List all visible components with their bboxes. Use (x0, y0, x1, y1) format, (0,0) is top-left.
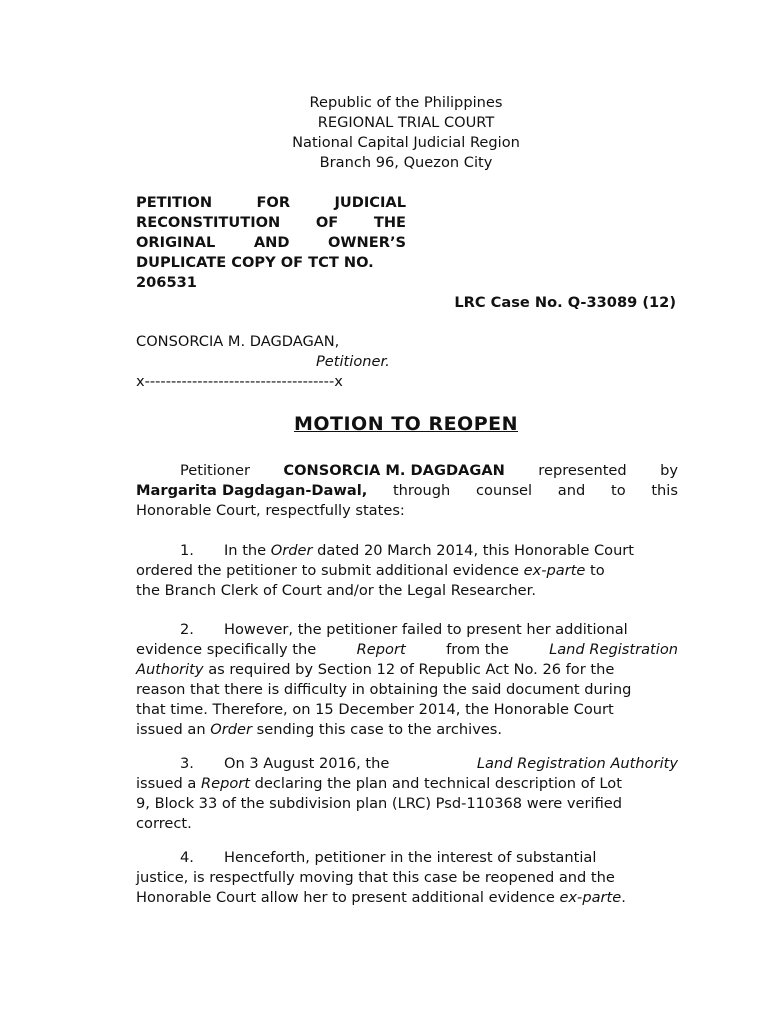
caption-line: ORIGINAL AND OWNER’S (136, 234, 406, 251)
caption-line: 206531 (136, 274, 197, 291)
caption-line: DUPLICATE COPY OF TCT NO. (136, 254, 374, 271)
caption-line: PETITION FOR JUDICIAL (136, 194, 406, 211)
paragraph-2: 2. However, the petitioner failed to present her additional evidence specifically the Report from the Land Registration Authority as required by Section 12 of Republic Act No. 26 for the reason that there is difficulty in obtaining the said document during that time. Therefore, on 15 December 2014, the Honorable Court issued an Order sending this case to the archives. (136, 621, 678, 738)
petitioner-role: Petitioner. (316, 353, 390, 370)
paragraph-4: 4. Henceforth, petitioner in the interest of substantial justice, is respectfully moving that this case be reopened and the Honorable Court allow her to present additional evidence ex-parte. (136, 849, 626, 906)
case-number: LRC Case No. Q-33089 (12) (454, 294, 676, 311)
paragraph-3: 3. On 3 August 2016, the Land Registration Authority issued a Report declaring the plan and technical description of Lot 9, Block 33 of the subdivision plan (LRC) Psd-110368 were verified correct. (136, 755, 678, 832)
header-branch: Branch 96, Quezon City (319, 154, 493, 171)
header-region: National Capital Judicial Region (292, 134, 520, 151)
header-republic: Republic of the Philippines (309, 94, 503, 111)
caption-line: RECONSTITUTION OF THE (136, 214, 406, 231)
petition-caption (136, 193, 406, 293)
header-court: REGIONAL TRIAL COURT (317, 114, 495, 131)
petitioner-name: CONSORCIA M. DAGDAGAN, (136, 333, 340, 350)
intro-paragraph: Petitioner CONSORCIA M. DAGDAGAN represented by Margarita Dagdagan-Dawal, through counsel and to this Honorable Court, respectfully states: (136, 462, 678, 519)
caption-separator: x------------------------------------x (136, 373, 343, 390)
paragraph-1: 1. In the Order dated 20 March 2014, this Honorable Court ordered the petitioner to submit additional evidence ex-parte to the Branch Clerk of Court and/or the Legal Researcher. (136, 542, 635, 599)
document-title: MOTION TO REOPEN (293, 413, 519, 435)
